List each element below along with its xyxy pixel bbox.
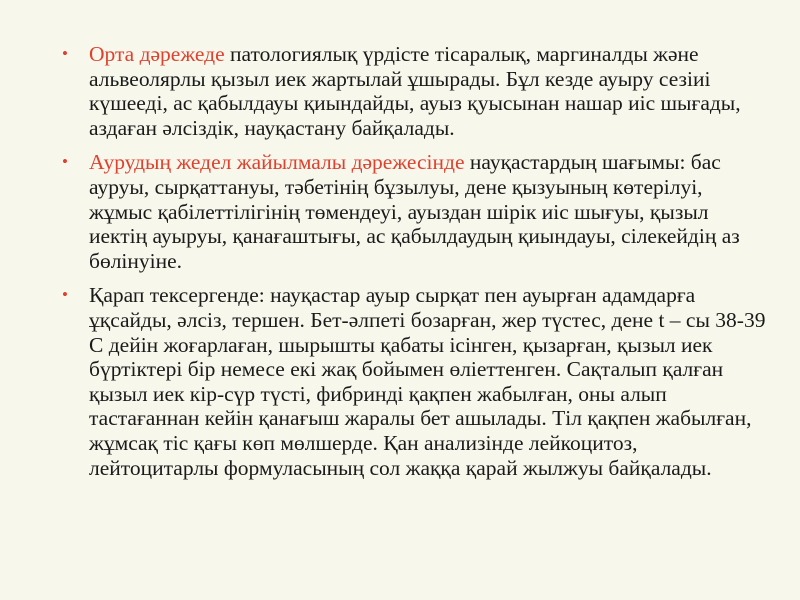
- bullet-item-examination: [60, 283, 766, 480]
- bullet-highlight: Орта дәрежеде: [89, 42, 225, 66]
- bullet-marker: •: [62, 152, 68, 172]
- bullet-list: [60, 42, 766, 490]
- bullet-text: Қарап тексергенде: науқастар ауыр сырқат пен ауырған адамдарға ұқсайды, әлсіз, тершен. Бет-әлпеті бозарған, жер түстес, дене t – сы 38-39 С дейін жоғарлаған, шырышты қабаты ісінген, қызарған, қызыл иек бүртіктері бір немесе екі жақ бойымен өлiеттенген. Сақталып қалған қызыл иек кір-сүр түсті, фибринді қақпен жабылған, оны алып тастағаннан кейін қанағыш жаралы бет ашылады. Тіл қақпен жабылған, жұмсақ тіс қағы көп мөлшерде. Қан анализінде лейкоцитоз, лейтоцитарлы формуласының сол жаққа қарай жылжуы байқалады.: [89, 283, 766, 480]
- bullet-text: науқастардың шағымы: бас ауруы, сырқаттануы, тәбетінің бұзылуы, дене қызуының көтерілуі, жұмыс қабілеттілігінің төмендеуі, ауыздан шірік иіс шығуы, қызыл иектің ауыруы, қанағаштығы, ас қабылдаудың қиындауы, сілекейдің аз бөлінуіне.: [89, 150, 740, 273]
- bullet-item-acute-stage: [60, 150, 766, 273]
- bullet-text: патологиялық үрдісте тісаралық, маргиналды және альвеолярлы қызыл иек жартылай ұшырады. Бұл кезде ауыру сезіиі күшееді, ас қабылдауы қиындайды, ауыз қуысынан нашар иіс шығады, аздаған әлсіздік, науқастану байқалады.: [89, 42, 741, 140]
- bullet-highlight: Аурудың жедел жайылмалы дәрежесінде: [89, 150, 465, 175]
- bullet-marker: •: [62, 285, 68, 305]
- bullet-item-moderate-stage: [60, 42, 766, 140]
- bullet-marker: •: [62, 44, 68, 63]
